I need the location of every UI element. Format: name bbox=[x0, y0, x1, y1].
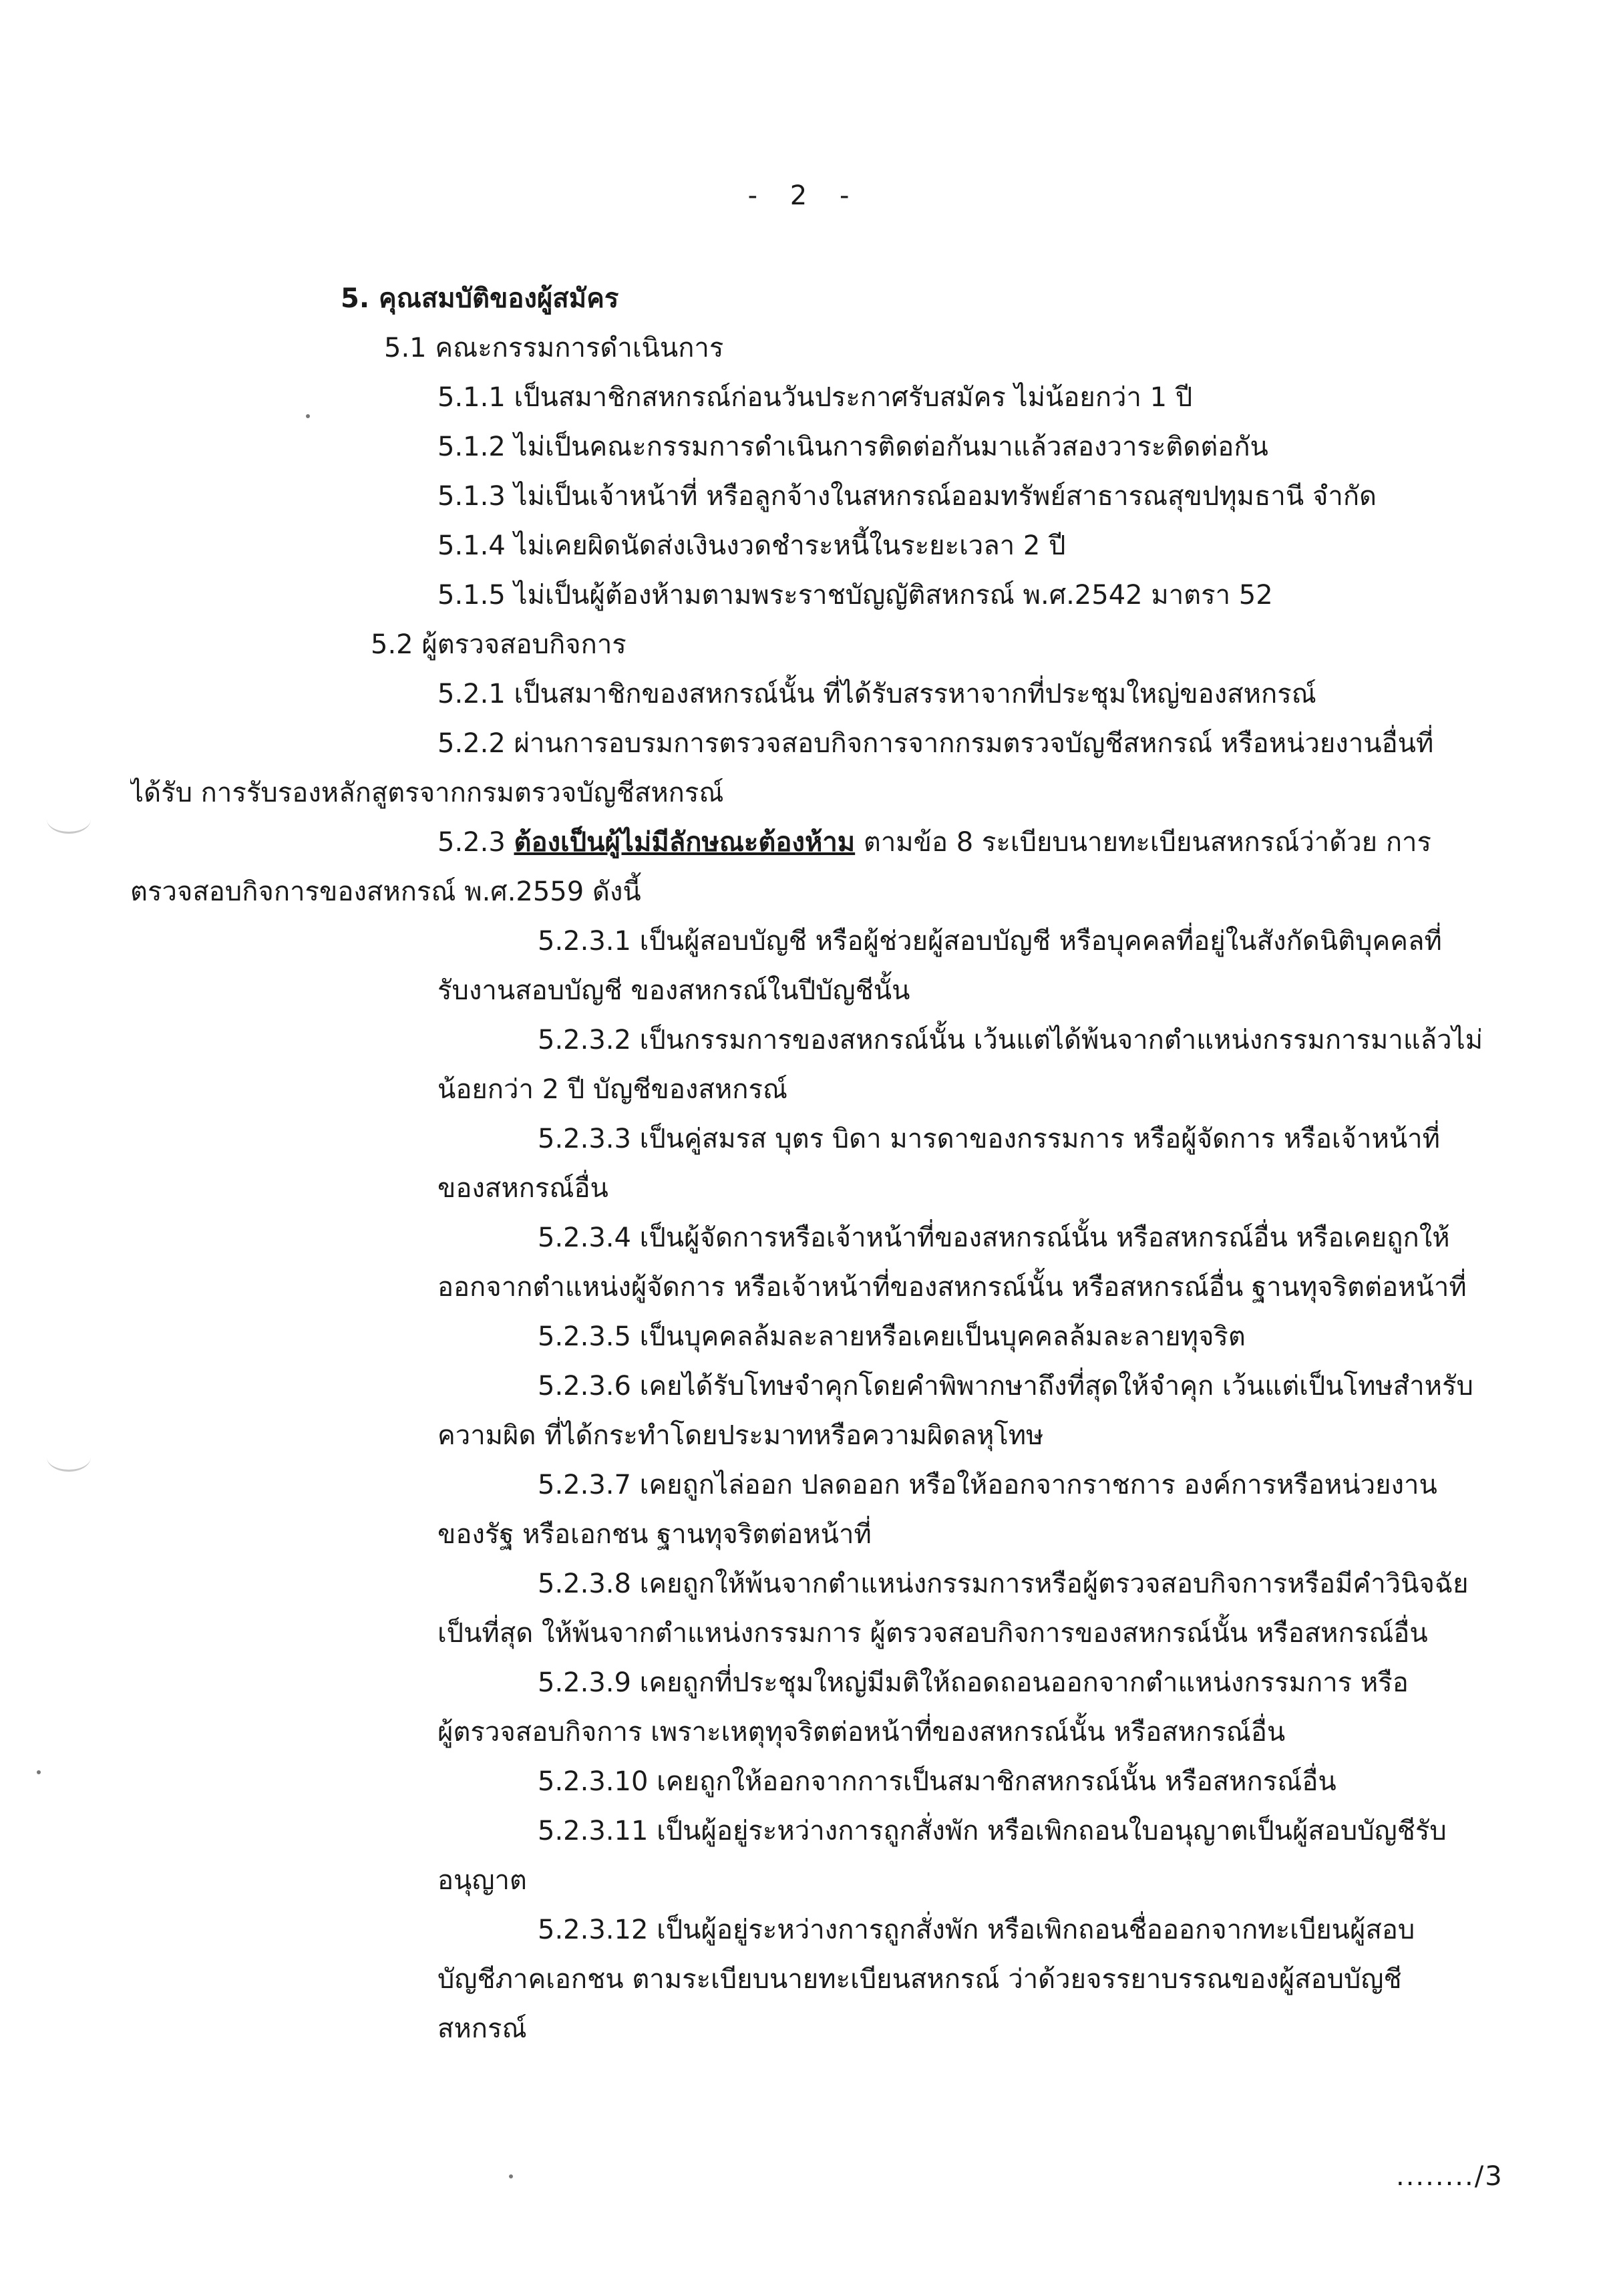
scan-speck bbox=[306, 414, 310, 418]
sub-item: 5.2.3.9 เคยถูกที่ประชุมใหญ่มีมติให้ถอดถอนออกจากตำแหน่งกรรมการ หรือ bbox=[538, 1667, 1409, 1698]
list-item-5-2-3 bbox=[130, 818, 1499, 867]
sub-item: 5.2.3.1 เป็นผู้สอบบัญชี หรือผู้ช่วยผู้สอบบัญชี หรือบุคคลที่อยู่ในสังกัดนิติบุคคลที่ bbox=[538, 926, 1442, 957]
list-item: 5.1.1 เป็นสมาชิกสหกรณ์ก่อนวันประกาศรับสมัคร ไม่น้อยกว่า 1 ปี bbox=[437, 382, 1193, 413]
section-heading: 5. คุณสมบัติของผู้สมัคร bbox=[341, 283, 619, 314]
sub-item: 5.2.3.6 เคยได้รับโทษจำคุกโดยคำพิพากษาถึงที่สุดให้จำคุก เว้นแต่เป็นโทษสำหรับ bbox=[538, 1371, 1473, 1402]
item-text: ตามข้อ 8 ระเบียบนายทะเบียนสหกรณ์ว่าด้วย การ bbox=[855, 827, 1431, 858]
sub-item-continuation: ของสหกรณ์อื่น bbox=[437, 1173, 608, 1204]
subsection-title-5-1: 5.1 คณะกรรมการดำเนินการ bbox=[384, 333, 724, 363]
sub-item-continuation: ความผิด ที่ได้กระทำโดยประมาทหรือความผิดลหุโทษ bbox=[437, 1420, 1044, 1451]
item-number: 5.2.3 bbox=[437, 827, 514, 858]
sub-item-continuation: ผู้ตรวจสอบกิจการ เพราะเหตุทุจริตต่อหน้าที่ของสหกรณ์นั้น หรือสหกรณ์อื่น bbox=[437, 1717, 1286, 1748]
sub-item: 5.2.3.8 เคยถูกให้พ้นจากตำแหน่งกรรมการหรือผู้ตรวจสอบกิจการหรือมีคำวินิจฉัย bbox=[538, 1569, 1469, 1599]
sub-item: 5.2.3.3 เป็นคู่สมรส บุตร บิดา มารดาของกรรมการ หรือผู้จัดการ หรือเจ้าหน้าที่ bbox=[538, 1124, 1440, 1154]
subsection-title-5-2: 5.2 ผู้ตรวจสอบกิจการ bbox=[371, 629, 627, 660]
sub-item: 5.2.3.11 เป็นผู้อยู่ระหว่างการถูกสั่งพัก หรือเพิกถอนใบอนุญาตเป็นผู้สอบบัญชีรับ bbox=[538, 1816, 1447, 1846]
sub-item-continuation: ของรัฐ หรือเอกชน ฐานทุจริตต่อหน้าที่ bbox=[437, 1519, 872, 1550]
sub-item: 5.2.3.12 เป็นผู้อยู่ระหว่างการถูกสั่งพัก หรือเพิกถอนชื่อออกจากทะเบียนผู้สอบ bbox=[538, 1915, 1415, 1945]
sub-item-continuation: สหกรณ์ bbox=[437, 2013, 527, 2044]
list-item-continuation: ได้รับ การรับรองหลักสูตรจากกรมตรวจบัญชีสหกรณ์ bbox=[130, 778, 724, 808]
document-body bbox=[130, 274, 1499, 2054]
sub-item: 5.2.3.5 เป็นบุคคลล้มละลายหรือเคยเป็นบุคคลล้มละลายทุจริต bbox=[538, 1321, 1246, 1352]
list-item: 5.1.3 ไม่เป็นเจ้าหน้าที่ หรือลูกจ้างในสหกรณ์ออมทรัพย์สาธารณสุขปทุมธานี จำกัด bbox=[437, 481, 1377, 512]
sub-item-continuation: น้อยกว่า 2 ปี บัญชีของสหกรณ์ bbox=[437, 1074, 788, 1105]
emphasis-text: ต้องเป็นผู้ไม่มีลักษณะต้องห้าม bbox=[514, 827, 856, 858]
sub-item: 5.2.3.10 เคยถูกให้ออกจากการเป็นสมาชิกสหกรณ์นั้น หรือสหกรณ์อื่น bbox=[538, 1766, 1336, 1797]
sub-item-continuation: อนุญาต bbox=[437, 1865, 527, 1896]
continue-mark: ......../3 bbox=[1396, 2161, 1503, 2192]
sub-item-continuation: บัญชีภาคเอกชน ตามระเบียบนายทะเบียนสหกรณ์ ว่าด้วยจรรยาบรรณของผู้สอบบัญชี bbox=[437, 1964, 1402, 1995]
page-number: - 2 - bbox=[747, 180, 862, 211]
sub-item-continuation: เป็นที่สุด ให้พ้นจากตำแหน่งกรรมการ ผู้ตรวจสอบกิจการของสหกรณ์นั้น หรือสหกรณ์อื่น bbox=[437, 1618, 1428, 1649]
list-item: 5.2.1 เป็นสมาชิกของสหกรณ์นั้น ที่ได้รับสรรหาจากที่ประชุมใหญ่ของสหกรณ์ bbox=[437, 679, 1316, 709]
punch-hole-mark bbox=[47, 1443, 91, 1472]
punch-hole-mark bbox=[47, 805, 91, 834]
sub-item: 5.2.3.2 เป็นกรรมการของสหกรณ์นั้น เว้นแต่ได้พ้นจากตำแหน่งกรรมการมาแล้วไม่ bbox=[538, 1025, 1483, 1055]
list-item: 5.1.2 ไม่เป็นคณะกรรมการดำเนินการติดต่อกันมาแล้วสองวาระติดต่อกัน bbox=[437, 432, 1268, 462]
sub-item-continuation: ออกจากตำแหน่งผู้จัดการ หรือเจ้าหน้าที่ของสหกรณ์นั้น หรือสหกรณ์อื่น ฐานทุจริตต่อหน้าที่ bbox=[437, 1272, 1467, 1303]
sub-item: 5.2.3.4 เป็นผู้จัดการหรือเจ้าหน้าที่ของสหกรณ์นั้น หรือสหกรณ์อื่น หรือเคยถูกให้ bbox=[538, 1222, 1450, 1253]
sub-item-continuation: รับงานสอบบัญชี ของสหกรณ์ในปีบัญชีนั้น bbox=[437, 975, 910, 1006]
sub-item: 5.2.3.7 เคยถูกไล่ออก ปลดออก หรือให้ออกจากราชการ องค์การหรือหน่วยงาน bbox=[538, 1470, 1437, 1500]
list-item-continuation: ตรวจสอบกิจการของสหกรณ์ พ.ศ.2559 ดังนี้ bbox=[130, 876, 641, 907]
list-item: 5.1.5 ไม่เป็นผู้ต้องห้ามตามพระราชบัญญัติสหกรณ์ พ.ศ.2542 มาตรา 52 bbox=[437, 580, 1273, 611]
list-item: 5.2.2 ผ่านการอบรมการตรวจสอบกิจการจากกรมตรวจบัญชีสหกรณ์ หรือหน่วยงานอื่นที่ bbox=[437, 728, 1434, 759]
list-item: 5.1.4 ไม่เคยผิดนัดส่งเงินงวดชำระหนี้ในระยะเวลา 2 ปี bbox=[437, 530, 1066, 561]
scan-speck bbox=[37, 1770, 41, 1774]
scan-speck bbox=[509, 2174, 513, 2178]
